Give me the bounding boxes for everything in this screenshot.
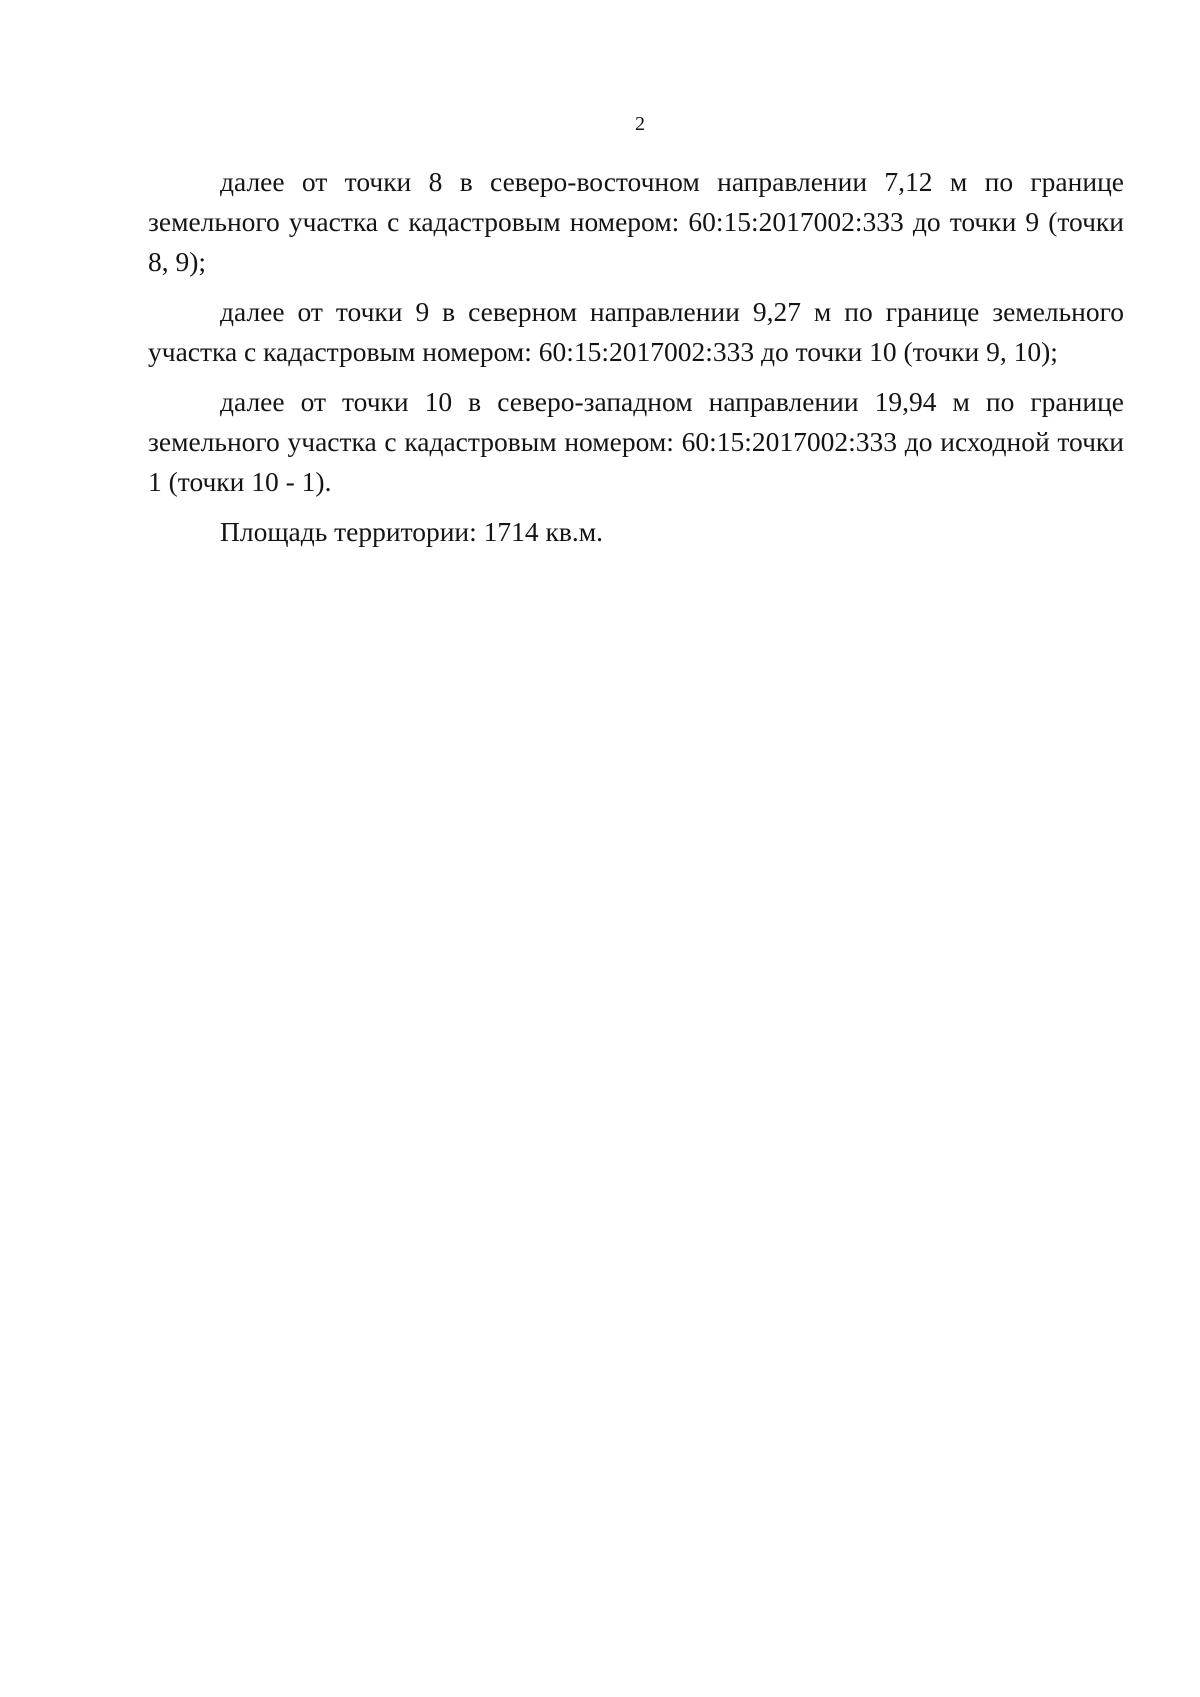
boundary-paragraph-point-8: далее от точки 8 в северо-восточном направлении 7,12 м по границе земельного участка с кадастровым номером: 60:15:2017002:333 до точки 9 (точки 8, 9); (148, 166, 1124, 277)
boundary-paragraph-point-10: далее от точки 10 в северо-западном направлении 19,94 м по границе земельного участка с кадастровым номером: 60:15:2017002:333 до исходной точки 1 (точки 10 - 1). (148, 386, 1124, 497)
page-number: 2 (635, 113, 645, 135)
territory-area: Площадь территории: 1714 кв.м. (220, 516, 604, 547)
boundary-paragraph-point-9: далее от точки 9 в северном направлении 9,27 м по границе земельного участка с кадастровым номером: 60:15:2017002:333 до точки 10 (точки 9, 10); (148, 296, 1124, 367)
document-body (148, 162, 1124, 562)
